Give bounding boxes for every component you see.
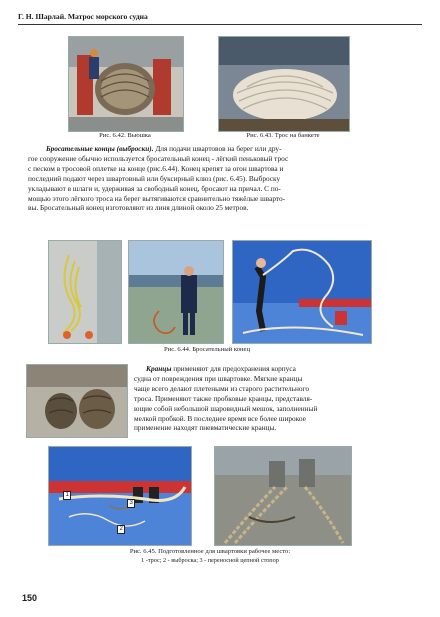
paragraph-line: гое сооружение обычно используется бросательный конец - лёгкий пеньковый трос	[28, 153, 289, 163]
photo-fenders	[26, 364, 128, 438]
photo-coiled-heaving-line	[48, 240, 122, 344]
page-number: 150	[22, 593, 38, 603]
paragraph-line: последний подают через швартовный или буксирный клюз (рис. 6.45). Выброску	[28, 173, 281, 183]
paragraph-line: применение находят пневматические кранцы.	[134, 423, 277, 433]
paragraph-line: укладывают в шлаги и, удерживая за свободный конец, бросают на причал. С по-	[28, 183, 281, 193]
callout-rope: 1	[63, 491, 71, 500]
paragraph-line: судна от повреждения при швартовке. Мягкие кранцы	[134, 373, 303, 383]
term-fenders: Кранцы	[146, 364, 172, 373]
paragraph-line: троса. Применяют также пробковые кранцы, представля-	[134, 393, 313, 403]
illustration-mooring-workplace	[48, 446, 192, 546]
photo-winch-reel	[68, 36, 184, 132]
paragraph-fenders	[134, 364, 410, 433]
callout-chain-stopper: 3	[127, 499, 135, 508]
paragraph-line: Кранцы применяют для предохранения корпуса	[146, 364, 296, 373]
caption-fig-6-45-title: Рис. 6.45. Подготовленное для швартовки рабочее место:	[129, 548, 291, 555]
photo-sailor-throwing	[128, 240, 224, 344]
caption-fig-6-45-legend: 1 -трос; 2 - выброска; 3 - переносной цепной стопор	[141, 557, 279, 564]
photo-rope-on-deck	[218, 36, 350, 132]
paragraph-line: вы. Бросательный конец изготовляют из линя длиной около 25 метров.	[28, 203, 249, 213]
caption-fig-6-42: Рис. 6.42. Вьюшка	[99, 132, 151, 139]
paragraph-heaving-lines	[28, 144, 408, 213]
paragraph-line: ющие собой небольшой шаровидный мешок, заполненный	[134, 403, 318, 413]
callout-heaving-line: 2	[117, 525, 125, 534]
paragraph-line: мелкой пробкой. В последнее время все более широкое	[134, 413, 306, 423]
photo-mooring-bitts	[214, 446, 352, 546]
paragraph-line: Бросательные концы (выброски). Для подачи швартовов на берег или дру-	[46, 144, 282, 153]
paragraph-line: с песком в тросовой оплетке на конце (рис.6.44). Конец крепят за огон швартова и	[28, 163, 284, 173]
header-rule	[18, 24, 422, 25]
paragraph-line: чаще всего делают плетеными из старого растительного	[134, 383, 309, 393]
term-heaving-lines: Бросательные концы (выброски).	[46, 144, 154, 153]
caption-fig-6-43: Рис. 6.43. Трос на банкете	[246, 132, 320, 139]
running-header: Г. Н. Шарлай. Матрос морского судна	[18, 12, 148, 21]
illustration-heaving-line-throw	[232, 240, 372, 344]
paragraph-line: мощью этого лёгкого троса на берег вытягиваются сравнительно тяжёлые шварто-	[28, 193, 286, 203]
caption-fig-6-44: Рис. 6.44. Бросательный конец	[164, 346, 250, 353]
